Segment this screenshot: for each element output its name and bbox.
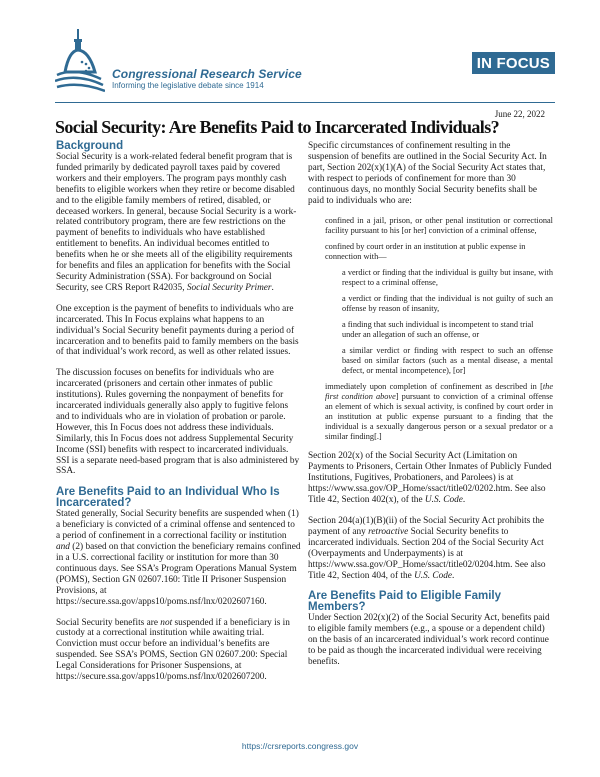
paragraph: Specific circumstances of confinement resulting in the suspension of benefits are outlined in the Social Security Act. In part, Section 202(x)(1)(A) of the Social Security Act states that, with respect to periods of confinement for more than 30 continuous days, no monthly Social Security benefits shall be paid to individuals who are: [308,141,547,206]
text-run: Social Security benefits to incarcerated individuals. Section 204 of the Social Security Act (Overpayments and Underpayments) is at https://www.ssa.gov/OP_Home/ssact/title02/0204.htm. See also Title 42, Section 404, of the [308,526,546,581]
publication-date: June 22, 2022 [494,109,545,119]
emphasis: U.S. Code [424,495,463,506]
footer-url[interactable]: https://crsreports.congress.gov [241,741,359,751]
paragraph: Under Section 202(x)(2) of the Social Security Act, benefits paid to eligible family members (e.g., a spouse or a dependent child) on the basis of an incarcerated individual’s work record continue to be paid as though the incarcerated individual were receiving benefits. [308,613,550,668]
page-header [55,0,555,105]
text-run: Stated generally, Social Security benefits are suspended when (1) a beneficiary is convicted of a criminal offense and sentenced to a period of confinement in a correctional facility or institution [56,509,299,542]
block-quote-subitem: a verdict or finding that the individual is guilty but insane, with respect to a criminal offense, [342,268,553,288]
text-run: . [271,282,274,293]
text-run: Section 204(a)(1)(B)(ii) of the Social Security Act prohibits the payment of any [308,515,544,537]
block-quote-item [325,382,553,442]
left-column [56,141,301,693]
org-name: Congressional Research Service [112,67,302,81]
section-heading-incarcerated: Are Benefits Paid to an Individual Who Is Incarcerated? [56,486,280,510]
emphasis: U.S. Code [414,570,453,581]
text-run: . [462,495,466,506]
report-title: Social Security Primer [186,282,272,293]
text-run: suspended if a beneficiary is in custody at a correctional institution while awaiting trial. Conviction must occur before an individual’s benefits are suspended. See SSA’s POMS, Section GN 02607.200: Special Legal Considerations for Prisoner Suspensions, at https://secure.ssa.gov/apps10/poms.nsf/lnx/0202607200. [56,617,290,683]
text-run: Section 202(x) of the Social Security Act (Limitation on Payments to Prisoners, Certain Other Inmates of Publicly Funded Institutions, Fugitives, Probationers, and Parolees) is at https://www.ssa.gov/OP_Home/ssact/title02/0202.htm. See also Title 42, Section 402(x), of the [308,451,552,506]
text-run: ] pursuant to conviction of a criminal offense an element of which is sexual activity, is confined by court order in an institution at public expense pursuant to a finding that the individual is a sexually dangerous person or a sexual predator or a similar finding[.] [325,392,553,442]
paragraph [308,451,553,506]
block-quote-item: confined by court order in an institution at public expense in connection with— [325,242,526,262]
paragraph: One exception is the payment of benefits to individuals who are incarcerated. This In Focus explains what happens to an individual’s Social Security benefit payments during a period of incarceration and to benefits paid to family members on the basis of that individual’s work record, as well as other related issues. [56,303,299,358]
paragraph [56,618,301,683]
block-quote-subitem: a finding that such individual is incompetent to stand trial under an allegation of such an offense, or [342,320,534,340]
text-run: immediately upon completion of confinement as described in [ [325,382,543,392]
paragraph: The discussion focuses on benefits for individuals who are incarcerated (prisoners and certain other inmates of public institutions). Rules governing the nonpayment of benefits for incarcerated individuals generally also apply to fugitive felons and to individuals who are in violation of probation or parole. However, this In Focus does not address these individuals. Similarly, this In Focus does not address Supplemental Security Income (SSI) benefits with respect to incarcerated individuals. SSI is a separate need-based program that is also administered by SSA. [56,368,300,477]
emphasis: the first condition above [325,382,553,402]
section-heading-family: Are Benefits Paid to Eligible Family Members? [308,590,501,614]
capitol-dome-icon [55,27,105,97]
in-focus-badge: IN FOCUS [472,52,555,74]
block-quote-item: confined in a jail, prison, or other penal institution or correctional facility pursuant to his [or her] conviction of a criminal offense, [325,216,553,236]
right-column [308,141,553,678]
section-heading-background: Background [56,140,124,152]
block-quote-subitem: a similar verdict or finding with respect to such an offense based on similar factors (such as a mental disease, a mental defect, or mental incompetence), [or] [342,346,553,376]
paragraph [56,509,301,607]
text-run: (2) based on that conviction the beneficiary remains confined in a U.S. correctional facility or institution for more than 30 continuous days. See SSA’s Program Operations Manual System (POMS), Section GN 02607.160: Title II Prisoner Suspension Provisions, at https://secure.ssa.gov/apps10/poms.nsf/lnx/0202607160. [56,542,301,607]
page-title: Social Security: Are Benefits Paid to Incarcerated Individuals? [55,117,500,137]
text-run: Social Security is a work-related federal benefit program that is funded primarily by dedicated payroll taxes paid by covered workers and their employers. The program pays monthly cash benefits to eligible workers when they retire or become disabled and to the eligible family members of retired, disabled, or deceased workers. In general, because Social Security is a work-related contributory program, there are few restrictions on the payment of benefits to individuals who have established entitlement to benefits. An individual becomes entitled to benefits when he or she meets all of the eligibility requirements for benefits and files an application for benefits with the Social Security Administration (SSA). For background on Social Security, see CRS Report R42035, [56,152,297,293]
emphasis: retroactive [368,526,409,537]
paragraph [56,152,301,294]
org-tagline: Informing the legislative debate since 1914 [112,81,264,90]
block-quote-subitem: a verdict or finding that the individual is not guilty of such an offense by reason of insanity, [342,294,553,314]
text-run: Social Security benefits are [56,617,161,628]
text-run: . [452,570,455,581]
header-divider [55,102,555,103]
paragraph [308,516,553,581]
emphasis: not [160,617,173,628]
emphasis: and [56,542,70,553]
